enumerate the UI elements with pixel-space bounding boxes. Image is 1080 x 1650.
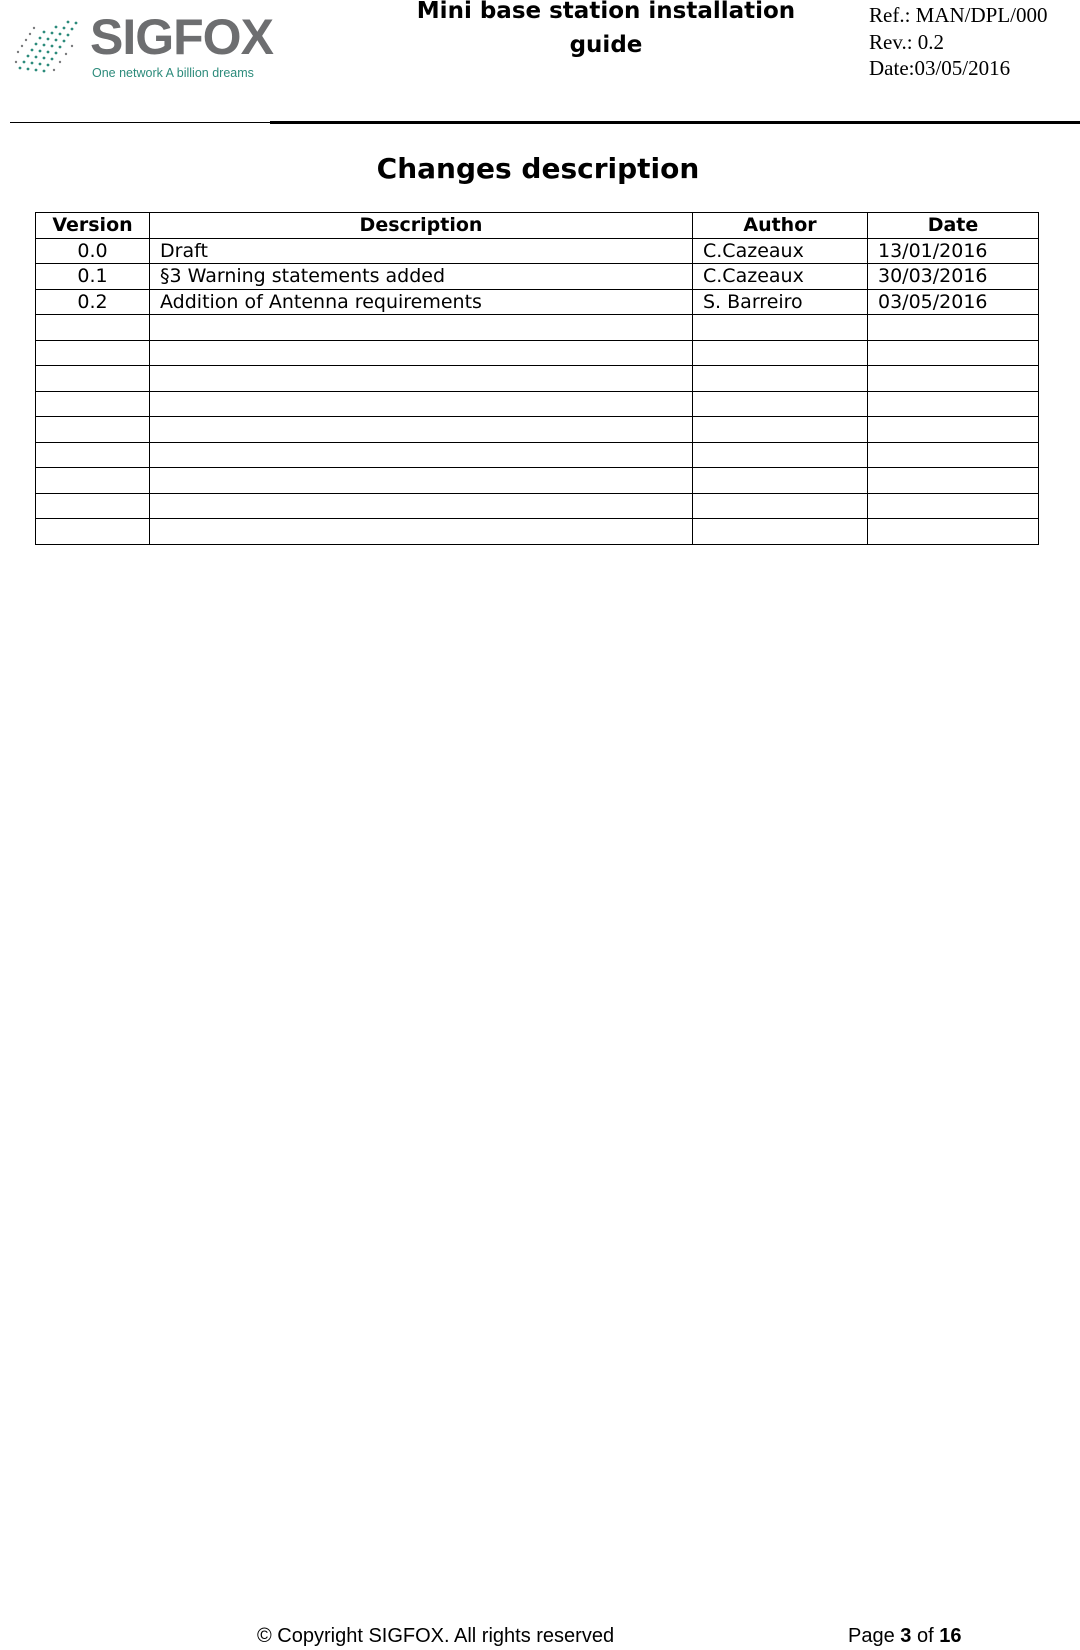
document-ref: Ref.: MAN/DPL/000 — [869, 3, 1048, 27]
cell-date — [868, 468, 1039, 494]
cell-author: S. Barreiro — [693, 289, 868, 315]
cell-date — [868, 315, 1039, 341]
table-row — [36, 340, 1039, 366]
sigfox-logo — [14, 10, 274, 80]
cell-description — [150, 315, 693, 341]
cell-author — [693, 340, 868, 366]
table-row — [36, 289, 1039, 315]
page-of-label: of — [916, 1625, 934, 1647]
cell-description — [150, 519, 693, 545]
cell-version: 0.0 — [36, 238, 150, 264]
footer-copyright: © Copyright SIGFOX. All rights reserved — [257, 1625, 615, 1647]
cell-date — [868, 366, 1039, 392]
cell-author — [693, 442, 868, 468]
cell-version — [36, 340, 150, 366]
cell-date — [868, 519, 1039, 545]
table-header-row — [36, 213, 1039, 239]
document-title-line2: guide — [569, 32, 643, 58]
table-row — [36, 468, 1039, 494]
cell-version — [36, 417, 150, 443]
page-total: 16 — [939, 1625, 962, 1647]
cell-date — [868, 493, 1039, 519]
cell-description — [150, 340, 693, 366]
cell-description: Addition of Antenna requirements — [150, 289, 693, 315]
table-row — [36, 264, 1039, 290]
cell-version — [36, 519, 150, 545]
cell-description: Draft — [150, 238, 693, 264]
document-title-line1: Mini base station installation — [416, 0, 796, 24]
cell-description — [150, 391, 693, 417]
cell-version — [36, 366, 150, 392]
changes-table — [35, 212, 1039, 545]
table-row — [36, 315, 1039, 341]
cell-date: 03/05/2016 — [868, 289, 1039, 315]
footer-page-number — [848, 1625, 961, 1648]
cell-author — [693, 519, 868, 545]
cell-date — [868, 417, 1039, 443]
sigfox-wave-logo-icon — [14, 12, 84, 74]
cell-date — [868, 340, 1039, 366]
logo-wordmark: SIGFOX — [90, 9, 273, 65]
table-row — [36, 493, 1039, 519]
table-row — [36, 238, 1039, 264]
document-title — [386, 0, 826, 62]
cell-date — [868, 391, 1039, 417]
cell-description — [150, 468, 693, 494]
cell-version: 0.2 — [36, 289, 150, 315]
document-revision: Rev.: 0.2 — [869, 29, 945, 54]
cell-author — [693, 391, 868, 417]
cell-author — [693, 417, 868, 443]
cell-author — [693, 468, 868, 494]
cell-version — [36, 442, 150, 468]
page-label: Page — [848, 1625, 895, 1647]
cell-version: 0.1 — [36, 264, 150, 290]
document-reference-block — [869, 2, 1048, 82]
cell-description: §3 Warning statements added — [150, 264, 693, 290]
cell-version — [36, 315, 150, 341]
section-heading: Changes description — [376, 152, 700, 185]
cell-description — [150, 493, 693, 519]
page-current: 3 — [900, 1625, 912, 1647]
cell-version — [36, 493, 150, 519]
cell-date: 30/03/2016 — [868, 264, 1039, 290]
cell-author: C.Cazeaux — [693, 264, 868, 290]
table-row — [36, 417, 1039, 443]
cell-author — [693, 366, 868, 392]
cell-description — [150, 442, 693, 468]
column-header-date: Date — [868, 213, 1039, 239]
cell-date — [868, 442, 1039, 468]
cell-author — [693, 493, 868, 519]
header-divider-left — [10, 122, 270, 123]
document-date: Date:03/05/2016 — [869, 56, 1011, 80]
cell-author: C.Cazeaux — [693, 238, 868, 264]
page-header — [0, 0, 1080, 126]
logo-tagline: One network A billion dreams — [92, 66, 254, 80]
table-row — [36, 366, 1039, 392]
header-divider-right — [270, 121, 1080, 124]
column-header-author: Author — [693, 213, 868, 239]
cell-version — [36, 391, 150, 417]
table-row — [36, 442, 1039, 468]
table-body — [36, 238, 1039, 544]
table-row — [36, 519, 1039, 545]
table-row — [36, 391, 1039, 417]
cell-description — [150, 417, 693, 443]
column-header-description: Description — [150, 213, 693, 239]
cell-date: 13/01/2016 — [868, 238, 1039, 264]
cell-version — [36, 468, 150, 494]
column-header-version: Version — [36, 213, 150, 239]
cell-description — [150, 366, 693, 392]
cell-author — [693, 315, 868, 341]
